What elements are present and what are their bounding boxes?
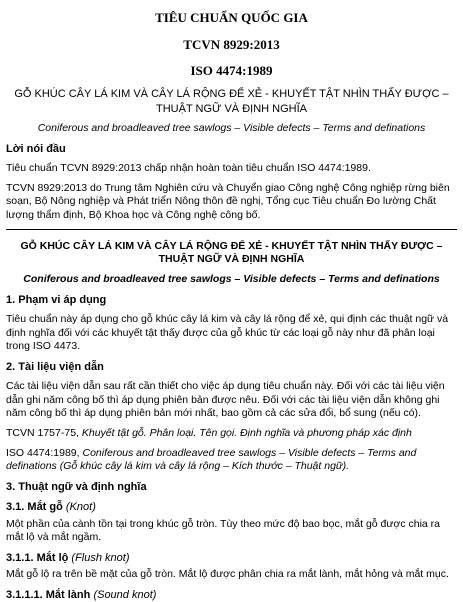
reference-2 [6,447,457,474]
reference-2-title: Coniferous and broadleaved tree sawlogs – Visible defects – Terms and definations (Gỗ khúc cây lá kim và cây lá rộng – Kích thước – Thuật ngữ). [6,446,417,473]
term-3-1-english: (Knot) [65,501,96,514]
term-3-1-1-1-english: (Sound knot) [93,588,157,601]
term-3-1-1-1-number: 3.1.1.1. Mắt lành [6,588,91,601]
term-3-1 [6,500,457,514]
header-title-line1: GỖ KHÚC CÂY LÁ KIM VÀ CÂY LÁ RỘNG ĐỂ XẺ - KHUYẾT TẬT NHÌN THẤY ĐƯỢC – [14,87,449,100]
reference-1-title: Khuyết tật gỗ. Phân loại. Tên gọi. Định nghĩa và phương pháp xác định [81,427,412,440]
term-3-1-1 [6,551,457,565]
tcvn-number: TCVN 8929:2013 [183,36,280,52]
section1-heading: 1. Phạm vi áp dụng [6,293,107,306]
main-title-line1: GỖ KHÚC CÂY LÁ KIM VÀ CÂY LÁ RỘNG ĐỂ XẺ - KHUYẾT TẬT NHÌN THẤY ĐƯỢC – [20,239,443,252]
section2-heading: 2. Tài liệu viện dẫn [6,360,104,373]
foreword-para1: Tiêu chuẩn TCVN 8929:2013 chấp nhận hoàn toàn tiêu chuẩn ISO 4474:1989. [6,162,371,175]
section1-text: Tiêu chuẩn này áp dụng cho gỗ khúc cây lá kim và cây lá rộng để xẻ, qui định các thuật ngữ và định nghĩa đối với các khuyết tật thấy được của gỗ khúc từ các loại gỗ này như đã phân loại trong ISO 4473. [6,312,449,353]
header-english-title: Coniferous and broadleaved tree sawlogs – Visible defects – Terms and definations [37,122,426,135]
term-3-1-number: 3.1. Mắt gỗ [6,501,63,514]
section3-heading: 3. Thuật ngữ và định nghĩa [6,481,147,494]
term-3-1-1-number: 3.1.1. Mắt lộ [6,551,69,564]
reference-2-code: ISO 4474:1989, [6,446,80,459]
term-3-1-1-english: (Flush knot) [71,551,130,564]
section-divider [6,229,457,230]
reference-1-code: TCVN 1757-75, [6,427,79,440]
foreword-heading: Lời nói đầu [6,142,66,155]
header-title-line2: THUẬT NGỮ VÀ ĐỊNH NGHĨA [156,102,307,115]
main-english-title: Coniferous and broadleaved tree sawlogs – Visible defects – Terms and definations [23,273,440,286]
term-3-1-1-1 [6,588,457,602]
standard-label: TIÊU CHUẨN QUỐC GIA [155,10,308,25]
term-3-1-definition: Một phần của cành tồn tại trong khúc gỗ tròn. Tùy theo mức độ bao bọc, mắt gỗ được chia ra mắt lộ và mắt ngầm. [6,517,440,544]
foreword-para2: TCVN 8929:2013 do Trung tâm Nghiên cứu và Chuyển giao Công nghệ Công nghiệp rừng biên soạn, Bộ Nông nghiệp và Phát triển Nông thôn đề nghị, Tổng cục Tiêu chuẩn Đo lường Chất lượng thẩm định, Bộ Khoa học và Công nghệ công bố. [6,181,450,222]
section2-text: Các tài liệu viện dẫn sau rất cần thiết cho việc áp dụng tiêu chuẩn này. Đối với các tài liệu viện dẫn ghi năm công bố thì áp dụng phiên bản được nêu. Đối với các tài liệu viện dẫn không ghi năm công bố thì áp dụng phiên bản mới nhất, bao gồm cả các sửa đổi, bổ sung (nếu có). [6,380,445,420]
main-title-line2: THUẬT NGỮ VÀ ĐỊNH NGHĨA [158,253,305,266]
term-3-1-1-definition: Mắt gỗ lộ ra trên bề mặt của gỗ tròn. Mắt lộ được phân chia ra mắt lành, mắt hỏng và mắt mục. [6,568,449,581]
iso-number: ISO 4474:1989 [190,62,273,78]
reference-1 [6,427,457,441]
